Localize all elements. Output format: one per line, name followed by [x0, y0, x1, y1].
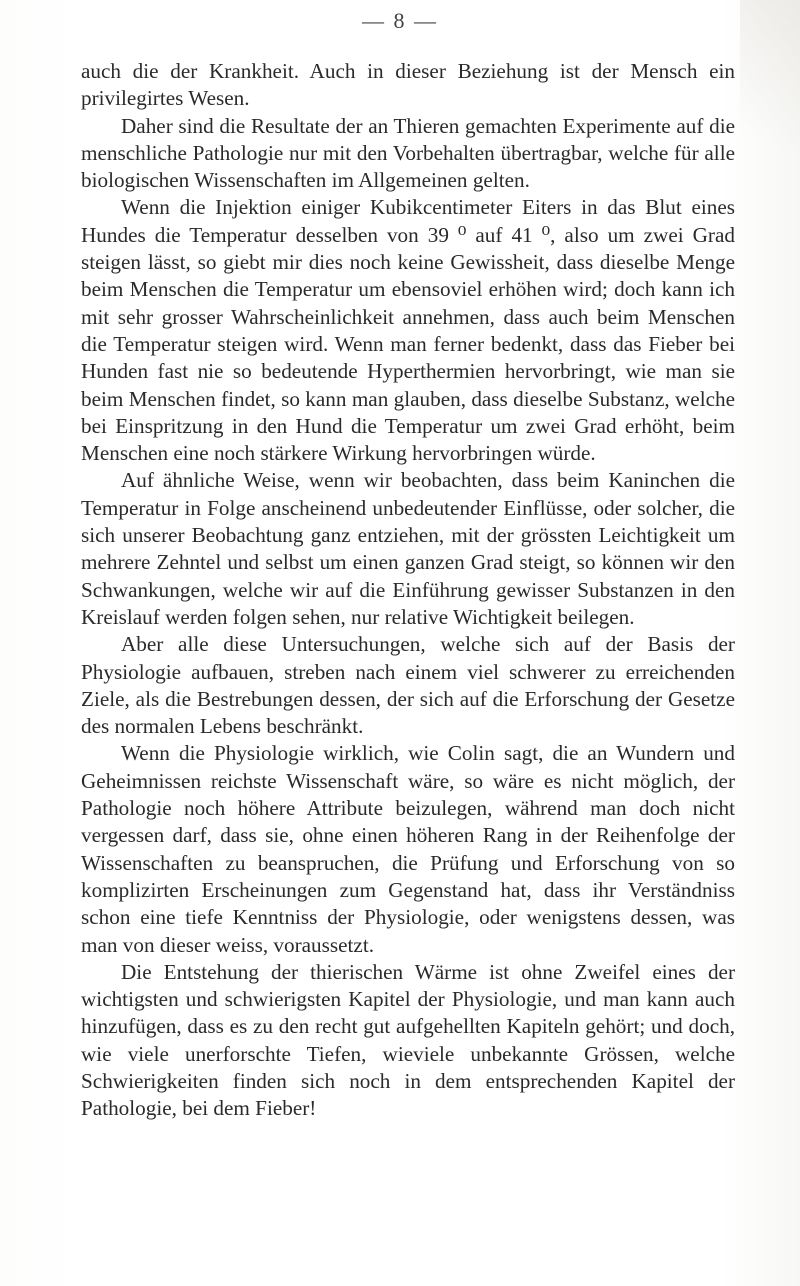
paragraph: Daher sind die Resultate der an Thieren gemachten Experimente auf die menschliche Pathologie nur mit den Vorbehalten übertragbar, welche für alle biologischen Wissenschaften im Allgemeinen gelten.	[81, 113, 735, 193]
paragraph: Aber alle diese Untersuchungen, welche sich auf der Basis der Physiologie aufbauen, streben nach einem viel schwerer zu erreichenden Ziele, als die Bestrebungen dessen, der sich auf die Erforschung der Gesetze des normalen Lebens beschränkt.	[81, 632, 735, 739]
body-text	[81, 58, 735, 1123]
paragraph: auch die der Krankheit. Auch in dieser Beziehung ist der Mensch ein privilegirtes Wesen.	[81, 59, 735, 111]
paragraph: Die Entstehung der thierischen Wärme ist ohne Zweifel eines der wichtigsten und schwierigsten Kapitel der Physiologie, und man kann auch hinzufügen, dass es zu den recht gut aufgehellten Kapiteln gehört; und doch, wie viele unerforschte Tiefen, wieviele unbekannte Grössen, welche Schwierigkeiten finden sich noch in dem entsprechenden Kapitel der Pathologie, bei dem Fieber!	[81, 959, 735, 1121]
paragraph: Wenn die Injektion einiger Kubikcentimeter Eiters in das Blut eines Hundes die Temperatur desselben von 39 ⁰ auf 41 ⁰, also um zwei Grad steigen lässt, so giebt mir dies noch keine Gewissheit, dass dieselbe Menge beim Menschen die Temperatur um ebensoviel erhöhen wird; doch kann ich mit sehr grosser Wahrscheinlichkeit annehmen, dass auch beim Menschen die Temperatur steigen wird. Wenn man ferner bedenkt, dass das Fieber bei Hunden fast nie so bedeutende Hyperthermien hervorbringt, wie man sie beim Menschen findet, so kann man glauben, dass dieselbe Substanz, welche bei Einspritzung in den Hund die Temperatur um zwei Grad erhöht, beim Menschen eine noch stärkere Wirkung hervorbringen würde.	[81, 195, 735, 466]
page-number-header: — 8 —	[362, 8, 438, 33]
paragraph: Wenn die Physiologie wirklich, wie Colin sagt, die an Wundern und Geheimnissen reichste Wissenschaft wäre, so wäre es nicht möglich, der Pathologie noch höhere Attribute beizulegen, während man doch nicht vergessen darf, dass sie, ohne einen höheren Rang in der Reihenfolge der Wissenschaften zu beanspruchen, die Prüfung und Erforschung von so komplizirten Erscheinungen zum Gegenstand hat, dass ihr Verständniss schon eine tiefe Kenntniss der Physiologie, oder wenigstens dessen, was man von dieser weiss, voraussetzt.	[81, 741, 735, 957]
paragraph: Auf ähnliche Weise, wenn wir beobachten, dass beim Kaninchen die Temperatur in Folge anscheinend unbedeutender Einflüsse, oder solcher, die sich unserer Beobachtung ganz entziehen, mit der grössten Leichtigkeit um mehrere Zehntel und selbst um einen ganzen Grad steigt, so können wir den Schwankungen, welche wir auf die Einführung gewisser Substanzen in den Kreislauf werden folgen sehen, nur relative Wichtigkeit beilegen.	[81, 468, 735, 629]
